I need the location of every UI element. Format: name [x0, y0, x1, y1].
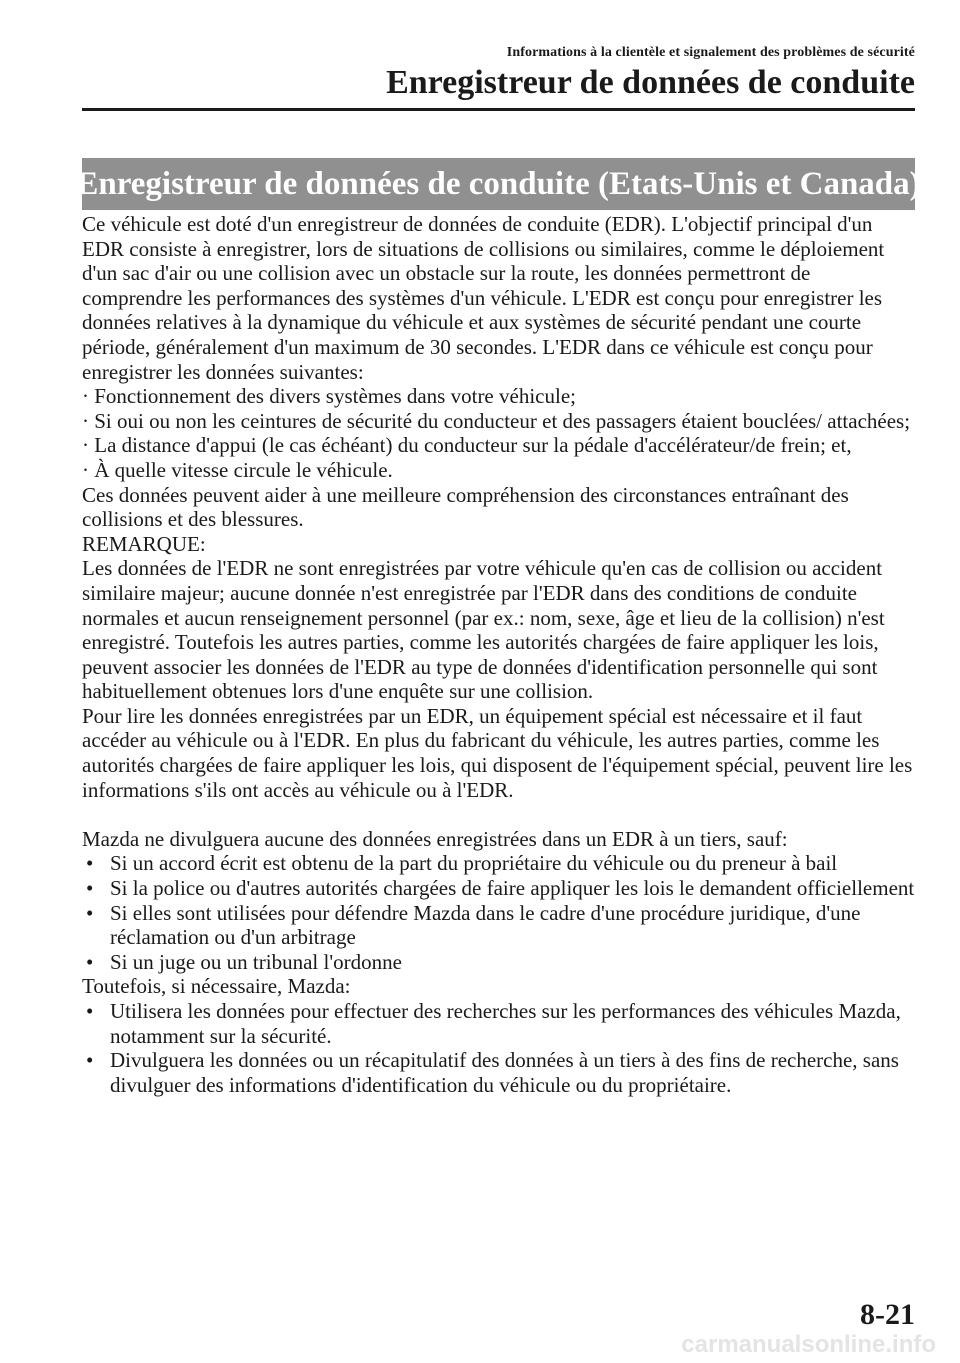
document-body [82, 212, 915, 1097]
bullet-icon: • [86, 900, 94, 925]
running-header [82, 44, 915, 102]
list-item-text: Divulguera les données ou un récapitulatif des données à un tiers à des fins de recherche, sans divulguer des informations d'identification du véhicule ou du propriétaire. [110, 1048, 899, 1097]
section-title: Enregistreur de données de conduite (Etats-Unis et Canada) [76, 165, 921, 202]
list-item [82, 901, 915, 950]
watermark: carmanualsonline.info [681, 1331, 936, 1358]
paragraph-note: Les données de l'EDR ne sont enregistrées par votre véhicule qu'en cas de collision ou accident similaire majeur; aucune donnée n'est enregistrée par l'EDR dans des conditions de conduite normales et aucun renseignement personnel (par ex.: nom, sexe, âge et lieu de la collision) n'est enregistré. Toutefois les autres parties, comme les autorités chargées de faire appliquer les lois, peuvent associer les données de l'EDR au type de données d'identification personnelle qui sont habituellement obtenues lors d'une enquête sur une collision. [82, 556, 885, 704]
bullet-icon: • [86, 949, 94, 974]
list-item-text: Si elles sont utilisées pour défendre Mazda dans le cadre d'une procédure juridique, d'une réclamation ou d'un arbitrage [110, 900, 861, 950]
header-subtitle: Informations à la clientèle et signalement des problèmes de sécurité [506, 45, 915, 60]
list-item [82, 950, 915, 975]
usage-intro: Toutefois, si nécessaire, Mazda: [82, 974, 351, 999]
list-item-text: Si la police ou d'autres autorités chargées de faire appliquer les lois le demandent officiellement [110, 876, 915, 901]
bullet-icon: • [86, 876, 94, 901]
list-item-text: Si un juge ou un tribunal l'ordonne [110, 949, 402, 974]
paragraph-note-label: REMARQUE: [82, 531, 206, 556]
section-title-bar [76, 158, 921, 210]
list-item-text: Utilisera les données pour effectuer des recherches sur les performances des véhicules Mazda, notamment sur la sécurité. [110, 999, 901, 1048]
bullet-icon: • [86, 999, 94, 1023]
paragraph-intro: Ce véhicule est doté d'un enregistreur de données de conduite (EDR). L'objectif principal d'un EDR consiste à enregistrer, lors de situations de collisions ou similaires, comme le déploiement d'un sac d'air ou une collision avec un obstacle sur la route, les données permettront de comprendre les performances des systèmes d'un véhicule. L'EDR est conçu pour enregistrer les données relatives à la dynamique du véhicule et aux systèmes de sécurité pendant une courte période, généralement d'un maximum de 30 secondes. L'EDR dans ce véhicule est conçu pour enregistrer les données suivantes: [82, 212, 885, 384]
paragraph-item-speed: · À quelle vitesse circule le véhicule. [82, 457, 393, 482]
bullet-icon: • [86, 1048, 94, 1073]
paragraph-item-pedal: · La distance d'appui (le cas échéant) du conducteur sur la pédale d'accélérateur/de frein; et, [82, 433, 852, 458]
paragraph-reading: Pour lire les données enregistrées par un EDR, un équipement spécial est nécessaire et il faut accéder au véhicule ou à l'EDR. En plus du fabricant du véhicule, les autres parties, comme les autorités chargées de faire appliquer les lois, qui disposent de l'équipement spécial, peuvent lire les informations s'ils ont accès au véhicule ou à l'EDR. [82, 703, 913, 802]
list-item [82, 851, 915, 876]
header-rule [82, 108, 915, 111]
disclosure-intro: Mazda ne divulguera aucune des données enregistrées dans un EDR à un tiers, sauf: [82, 826, 788, 851]
header-title: Enregistreur de données de conduite [386, 64, 915, 101]
bullet-icon: • [86, 851, 94, 876]
page-number: 8-21 [860, 1298, 915, 1331]
paragraph-item-seatbelts: · Si oui ou non les ceintures de sécurité du conducteur et des passagers étaient bouclées/ attachées; [82, 408, 911, 433]
list-item [82, 1048, 915, 1097]
paragraph-purpose: Ces données peuvent aider à une meilleure compréhension des circonstances entraînant des collisions et des blessures. [82, 482, 849, 532]
paragraph-item-systems: · Fonctionnement des divers systèmes dans votre véhicule; [82, 384, 576, 409]
list-item-text: Si un accord écrit est obtenu de la part du propriétaire du véhicule ou du preneur à bail [110, 851, 838, 876]
list-item [82, 876, 915, 901]
paragraph-spacer [82, 802, 915, 827]
list-item [82, 999, 915, 1048]
